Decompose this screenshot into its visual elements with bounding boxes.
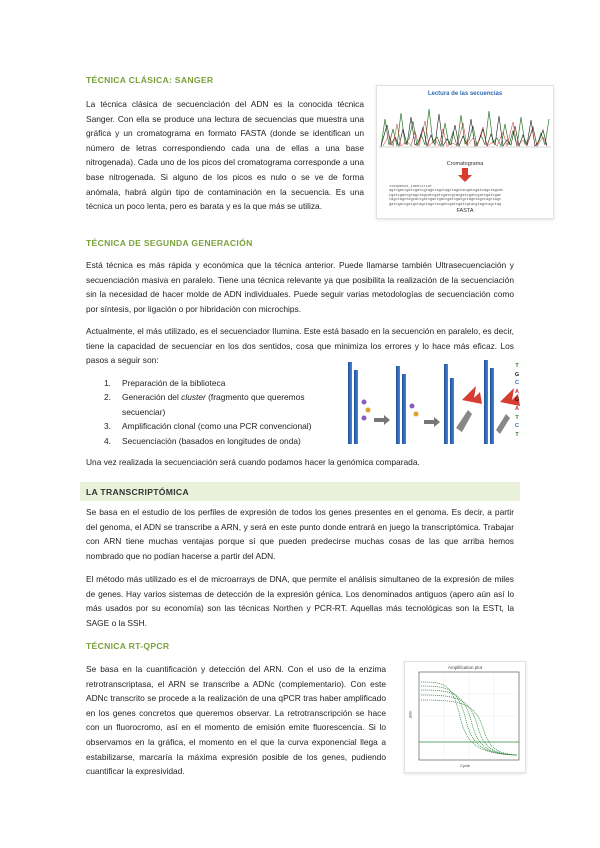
list-item-text: (fragmento que queremos secuenciar) — [122, 392, 305, 417]
fasta-line: gatcgatcgatgctagctagctacgatcgatcgatcgtacgtagctagctag — [389, 202, 502, 207]
qpcr-figure — [404, 661, 526, 773]
base-letter: C — [515, 423, 519, 430]
base-letter: T — [515, 414, 519, 421]
list-item-text: Secuenciación (basados en longitudes de onda) — [122, 435, 301, 446]
qpcr-ylabel: ΔRn — [407, 710, 413, 719]
list-item — [104, 434, 334, 448]
base-letter: C — [515, 380, 519, 387]
transcriptomica-paragraph-2: El método más utilizado es el de microarrays de DNA, que permite el análisis simultaneo de la expresión de miles de genes. Hay varios sistemas de detección de la expresión génica. Los denominados antiguos (apero aún así lo más usados por su economía) son las técnicas Northen y PCR-RT. Aquellas más tecnológicas son la ESTt, la SAGE o la SSH. — [86, 574, 514, 628]
illumina-diagram — [344, 358, 524, 448]
list-item-emphasis: cluster — [181, 392, 206, 403]
transcriptomica-paragraph-1: Se basa en el estudio de los perfiles de expresión de todos los genes presentes en el genoma. Es decir, a partir del genoma, el ADN se transcribe a ARN, y será en este punto donde entrará en juego la transcriptómica. Trabajar con ARN tiene muchas ventajas porque sí que pueden predecirse muchas cosas de las que arriba hemos nombrado que no podían hacerse a partir del ADN. — [86, 507, 514, 561]
sanger-paragraph: La técnica clásica de secuenciación del ADN es la conocida técnica Sanger. Con ella se produce una lectura de secuencias que muestra una gráfica y un cromatograma en formato FASTA (donde se identifican un número de letras correspondiendo cada una de ellas a una base nitrogenada). Cada uno de los picos del cromatograma corresponde a una base nitrogenada. Si alguno de los picos es nulo o se ve de forma anómala, habrá algún tipo de contaminación en la secuencia. Es una técnica un poco lenta, pero es barata y es la que más se utiliza. — [86, 99, 364, 212]
dna-strand-group-1 — [348, 362, 371, 444]
rtqpcr-heading: TÉCNICA RT-QPCR — [86, 641, 170, 651]
rtqpcr-paragraph: Se basa en la cuantificación y detección del ARN. Con el uso de la enzima retrotranscriptasa, el ARN se transcribe a ADNc (complementario). Con este ADNc transcrito se procede a la realización de una qPCR tras haber amplificado en los genes concretos que queremos observar. La retrotranscripción se hace con un fluorocromo, así en el momento de emisión emite fluorescencia. Si lo observamos en la gráfica, el momento en el que la curva exponencial llega a estabilizarse, marcaría la máxima expresión posible de los genes, pudiendo cuantificar la expresividad. — [86, 664, 386, 777]
base-letter: A — [515, 388, 519, 395]
illumina-figure — [344, 358, 524, 448]
illumina-steps-list — [104, 376, 334, 448]
dna-strand-group-2 — [396, 366, 419, 444]
list-item — [104, 376, 334, 390]
dna-strand-group-3 — [444, 364, 482, 444]
list-item-text: Amplificación clonal (como una PCR convencional) — [122, 421, 312, 432]
chromatogram-plot — [377, 99, 553, 159]
base-letter: G — [514, 371, 520, 378]
qpcr-xlabel: Cycle — [459, 763, 470, 768]
base-letter: T — [515, 363, 519, 369]
list-item-number: 4. — [104, 435, 111, 446]
base-letter: T — [515, 431, 519, 438]
list-item-text: Generación del — [122, 392, 182, 403]
amplification-plot — [405, 662, 525, 772]
base-letter: A — [515, 405, 519, 412]
list-item — [104, 390, 334, 419]
list-item-number: 1. — [104, 378, 111, 388]
sanger-figure — [376, 85, 554, 219]
fasta-label: FASTA — [456, 208, 474, 214]
list-item-number: 3. — [104, 421, 111, 432]
transcriptomica-heading: LA TRANSCRIPTÓMICA — [86, 487, 189, 497]
segunda-paragraph-1: Está técnica es más rápida y económica que la técnica anterior. Puede llamarse también Ultrasecuenciación y secuenciación masiva en paralelo. Tiene una técnica relevante ya que posibilita la realización de la secuenciación sin la necesidad de hacer molde de ADN individuales. Puede seguir varias metodologías de secuenciación como por síntesis, por ligación o por hibridación con microchips. — [86, 260, 514, 314]
list-item-number: 2. — [104, 392, 111, 403]
fasta-text — [389, 185, 541, 207]
qpcr-figure-title: Amplification plot — [447, 665, 483, 670]
fasta-line: cgatcgatcgtagctagcatcgatcgatcgtacgatcgatcgatcgatcgat — [389, 193, 502, 198]
fasta-line: tagctagctagcatcgatcgactgatcgatcgatgctagctagctagctagc — [389, 198, 502, 203]
sanger-figure-title: Lectura de las secuencias — [427, 91, 503, 97]
sanger-heading: TÉCNICA CLÁSICA: SANGER — [86, 75, 214, 85]
segunda-paragraph-3: Una vez realizada la secuenciación será cuando podamos hacer la genómica comparada. — [86, 457, 420, 467]
segunda-heading: TÉCNICA DE SEGUNDA GENERACIÓN — [86, 238, 253, 248]
base-letters-column — [510, 362, 524, 439]
transcriptomica-band — [80, 482, 520, 501]
fasta-line: agtcgatcgatcgatcgtagctagctagctagctacgatcgatcagctagcat — [389, 189, 504, 194]
chromatogram-label: Cromatograma — [446, 161, 484, 167]
fasta-header: >sequence_identifier — [389, 185, 433, 189]
list-item — [104, 419, 334, 433]
base-letter: G — [514, 397, 520, 404]
list-item-text: Preparación de la biblioteca — [122, 378, 226, 388]
down-arrow-icon — [458, 168, 472, 182]
segunda-paragraph-2: Actualmente, el más utilizado, es el secuenciador Ilumina. Este está basado en la secuención en paralelo, es decir, tiene la capacidad de secuenciar en los dos sentidos, cosa que minimiza los errores y lo hace más eficaz. Los pasos a seguir son: — [86, 326, 514, 366]
